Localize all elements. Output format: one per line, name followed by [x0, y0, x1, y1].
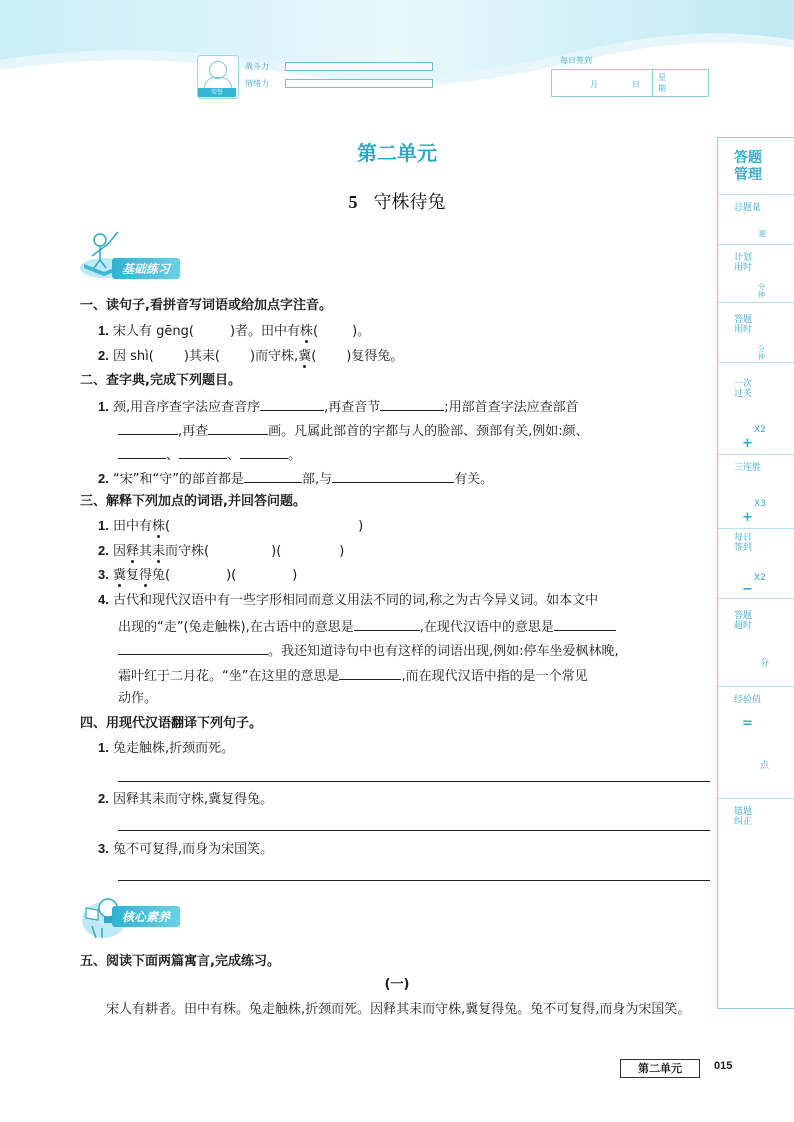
- sidebar-title-2: 管理: [734, 167, 762, 183]
- q3-item-4-line-4: [118, 665, 588, 686]
- q1-heading: 一、读句子,看拼音写词语或给加点字注音。: [80, 298, 332, 313]
- text: (: [311, 349, 317, 364]
- text: )者。田中有: [229, 324, 301, 339]
- sidebar-item-overtime: [718, 598, 794, 687]
- sidebar-label: 纠正: [734, 817, 753, 827]
- sidebar-unit: 分钟: [758, 345, 765, 361]
- answer-blank[interactable]: [260, 396, 324, 411]
- text: 出现的“走”(兔走触株),在古语中的意思是: [118, 620, 354, 635]
- lesson-name: 守株待兔: [373, 192, 446, 213]
- stat-label-1: 战斗力: [245, 62, 269, 71]
- q4-sentence-2: [98, 790, 273, 809]
- item-number: 3.: [98, 567, 109, 582]
- q4-answer-line-1[interactable]: [118, 781, 710, 782]
- q3-item-4-line-1: [98, 591, 598, 610]
- text: 因 shì(: [112, 349, 154, 364]
- text: )。: [352, 324, 371, 339]
- sidebar-label: 过关: [734, 389, 753, 399]
- item-number: 1.: [98, 518, 109, 533]
- q3-item-4-line-5: 动作。: [118, 691, 158, 706]
- stat-bar-2: [285, 79, 433, 88]
- sidebar-op: =: [742, 716, 753, 731]
- q1-sentence-1: [98, 322, 370, 341]
- q2-item-1-line-1: [98, 396, 579, 417]
- sidebar-item-streak: [718, 454, 794, 529]
- sidebar-label: 答题: [734, 315, 753, 325]
- sidebar-item-first-pass: [718, 362, 794, 455]
- text: 兔(: [152, 568, 171, 583]
- dotted-char: 耒: [152, 544, 166, 559]
- q3-item-4-line-2: [118, 616, 616, 637]
- answer-blank[interactable]: [380, 396, 444, 411]
- answer-blank[interactable]: [332, 468, 454, 483]
- unit-title: 第二单元: [357, 141, 437, 165]
- sidebar-item-checkin: [718, 528, 794, 599]
- answer-blank[interactable]: [118, 420, 178, 435]
- answer-blank[interactable]: [339, 665, 401, 680]
- sidebar-mult: X2: [754, 573, 766, 583]
- text: )(: [271, 544, 282, 559]
- sidebar-label: 经验值: [734, 695, 762, 705]
- checkin-month: 月: [590, 80, 598, 89]
- avatar-body: [204, 77, 232, 88]
- text: ,而在现代汉语中指的是一个常见: [401, 669, 588, 684]
- badge-basic-label: 基础练习: [112, 258, 180, 279]
- text: 画。凡属此部首的字都与人的脸部、颈部有关,例如:颜、: [268, 424, 589, 439]
- text: 兔走触株,折颈而死。: [112, 741, 235, 756]
- answer-blank[interactable]: [208, 420, 268, 435]
- sidebar-mult: X2: [754, 425, 766, 435]
- text: )其耒(: [183, 349, 220, 364]
- dotted-char: 冀: [298, 349, 312, 364]
- text: (: [165, 519, 171, 534]
- badge-core-label: 核心素养: [112, 906, 180, 927]
- answer-blank[interactable]: [240, 444, 288, 459]
- checkin-weekday-bottom: 期: [658, 84, 666, 93]
- lesson-title: [0, 188, 794, 214]
- text: 霜叶红于二月花。“坐”在这里的意思是: [118, 669, 340, 684]
- page-number: 015: [714, 1060, 733, 1072]
- item-number: 3.: [98, 841, 109, 856]
- text: 因释其耒而守株,冀复得兔。: [112, 792, 274, 807]
- q4-sentence-1: [98, 739, 234, 758]
- text: 其: [139, 544, 153, 559]
- answer-management-sidebar: [717, 137, 794, 1009]
- sidebar-item-exp: [718, 686, 794, 799]
- text: ,再查音节: [324, 400, 381, 415]
- checkin-weekday-top: 星: [658, 73, 666, 82]
- answer-blank[interactable]: [118, 640, 268, 655]
- text: )复得兔。: [346, 349, 404, 364]
- q3-heading: 三、解释下列加点的词语,并回答问题。: [80, 494, 306, 509]
- q2-item-1-line-3: [118, 444, 301, 465]
- q3-item-4-line-3: [118, 640, 619, 661]
- dotted-char: 冀: [112, 568, 126, 583]
- item-number: 1.: [98, 399, 109, 414]
- text: )(: [226, 568, 237, 583]
- sidebar-label: 总题量: [734, 203, 762, 213]
- text: 。我还知道诗句中也有这样的词语出现,例如:停车坐爱枫林晚,: [268, 644, 619, 659]
- dotted-char: 得: [139, 568, 153, 583]
- footer-unit: 第二单元: [620, 1059, 700, 1078]
- q3-item-1: [98, 517, 363, 536]
- checkin-box: [551, 69, 709, 97]
- text: 复: [126, 568, 140, 583]
- sidebar-unit: 分: [760, 659, 770, 669]
- sidebar-unit: 点: [760, 761, 770, 771]
- sidebar-label: 超时: [734, 621, 753, 631]
- q5-part-label: (一): [384, 977, 410, 992]
- text: “宋”和“守”的部首都是: [112, 472, 244, 487]
- item-number: 4.: [98, 592, 109, 607]
- lesson-number: 5: [348, 192, 358, 212]
- q1-sentence-2: [98, 347, 403, 366]
- q2-item-1-line-2: [118, 420, 589, 441]
- text: ): [358, 519, 364, 534]
- text: 而守株(: [165, 544, 210, 559]
- q4-answer-line-2[interactable]: [118, 830, 710, 831]
- item-number: 2.: [98, 348, 109, 363]
- q4-answer-line-3[interactable]: [118, 880, 710, 881]
- answer-blank[interactable]: [244, 468, 302, 483]
- item-number: 2.: [98, 471, 109, 486]
- sidebar-item-plan: [718, 244, 794, 303]
- answer-blank[interactable]: [554, 616, 616, 631]
- sidebar-mult: X3: [754, 499, 766, 509]
- text: )而守株,: [249, 349, 299, 364]
- item-number: 2.: [98, 543, 109, 558]
- sidebar-op: −: [742, 582, 753, 597]
- text: 有关。: [454, 472, 494, 487]
- q2-item-2: [98, 468, 493, 489]
- text: 部,与: [301, 472, 333, 487]
- text: ): [292, 568, 298, 583]
- avatar-tag: 荣誉: [198, 88, 236, 97]
- text: 宋人有 gēng(: [112, 324, 194, 339]
- q5-passage: 宋人有耕者。田中有株。兔走触株,折颈而死。因释其耒而守株,冀复得兔。兔不可复得,而身为宋国笑。: [106, 1002, 691, 1017]
- sidebar-label: 每日: [734, 533, 753, 543]
- text: ;用部首查字法应查部首: [444, 400, 579, 415]
- sidebar-label: 错题: [734, 807, 753, 817]
- checkin-title: 每日签到: [560, 56, 592, 65]
- stat-bar-1: [285, 62, 433, 71]
- sidebar-label: 用时: [734, 325, 753, 335]
- text: 兔不可复得,而身为宋国笑。: [112, 842, 274, 857]
- core-literacy-badge: [78, 890, 228, 942]
- text: 古代和现代汉语中有一些字形相同而意义用法不同的词,称之为古今异义词。如本文中: [112, 593, 599, 608]
- answer-blank[interactable]: [118, 444, 166, 459]
- sidebar-label: 答题: [734, 611, 753, 621]
- text: ,再查: [178, 424, 209, 439]
- avatar: [197, 55, 239, 99]
- sidebar-label: 用时: [734, 263, 753, 273]
- text: 、: [227, 448, 241, 463]
- dotted-char: 释: [126, 544, 140, 559]
- sidebar-label: 一次: [734, 379, 753, 389]
- text: 颈,用音序查字法应查音序: [112, 400, 261, 415]
- stat-label-2: 情绪力: [245, 79, 269, 88]
- sidebar-unit: 分钟: [758, 283, 765, 299]
- item-number: 1.: [98, 323, 109, 338]
- checkin-day: 日: [632, 80, 640, 89]
- q3-item-2: [98, 542, 344, 561]
- sidebar-label: 签到: [734, 543, 753, 553]
- text: (: [313, 324, 319, 339]
- dotted-char: 株: [152, 519, 166, 534]
- text: 田中有: [112, 519, 152, 534]
- text: 、: [166, 448, 180, 463]
- answer-blank[interactable]: [179, 444, 227, 459]
- sidebar-item-used: [718, 302, 794, 363]
- checkin-divider: [652, 70, 653, 96]
- sidebar-op: +: [742, 510, 753, 525]
- item-number: 1.: [98, 740, 109, 755]
- text: 因: [112, 544, 126, 559]
- q2-heading: 二、查字典,完成下列题目。: [80, 373, 241, 388]
- item-number: 2.: [98, 791, 109, 806]
- answer-blank[interactable]: [354, 616, 420, 631]
- q4-sentence-3: [98, 840, 273, 859]
- text: ): [339, 544, 345, 559]
- q4-heading: 四、用现代汉语翻译下列句子。: [80, 716, 263, 731]
- dotted-char: 株: [300, 324, 314, 339]
- sidebar-unit: 题: [759, 230, 766, 238]
- sidebar-label: 三连胜: [734, 463, 762, 473]
- basic-practice-badge: [78, 228, 228, 280]
- sidebar-op: +: [742, 436, 753, 451]
- sidebar-title-1: 答题: [734, 150, 762, 166]
- sidebar-label: 计划: [734, 253, 753, 263]
- q3-item-3: [98, 566, 297, 585]
- text: 。: [288, 448, 302, 463]
- q5-heading: 五、阅读下面两篇寓言,完成练习。: [80, 954, 280, 969]
- text: ,在现代汉语中的意思是: [419, 620, 554, 635]
